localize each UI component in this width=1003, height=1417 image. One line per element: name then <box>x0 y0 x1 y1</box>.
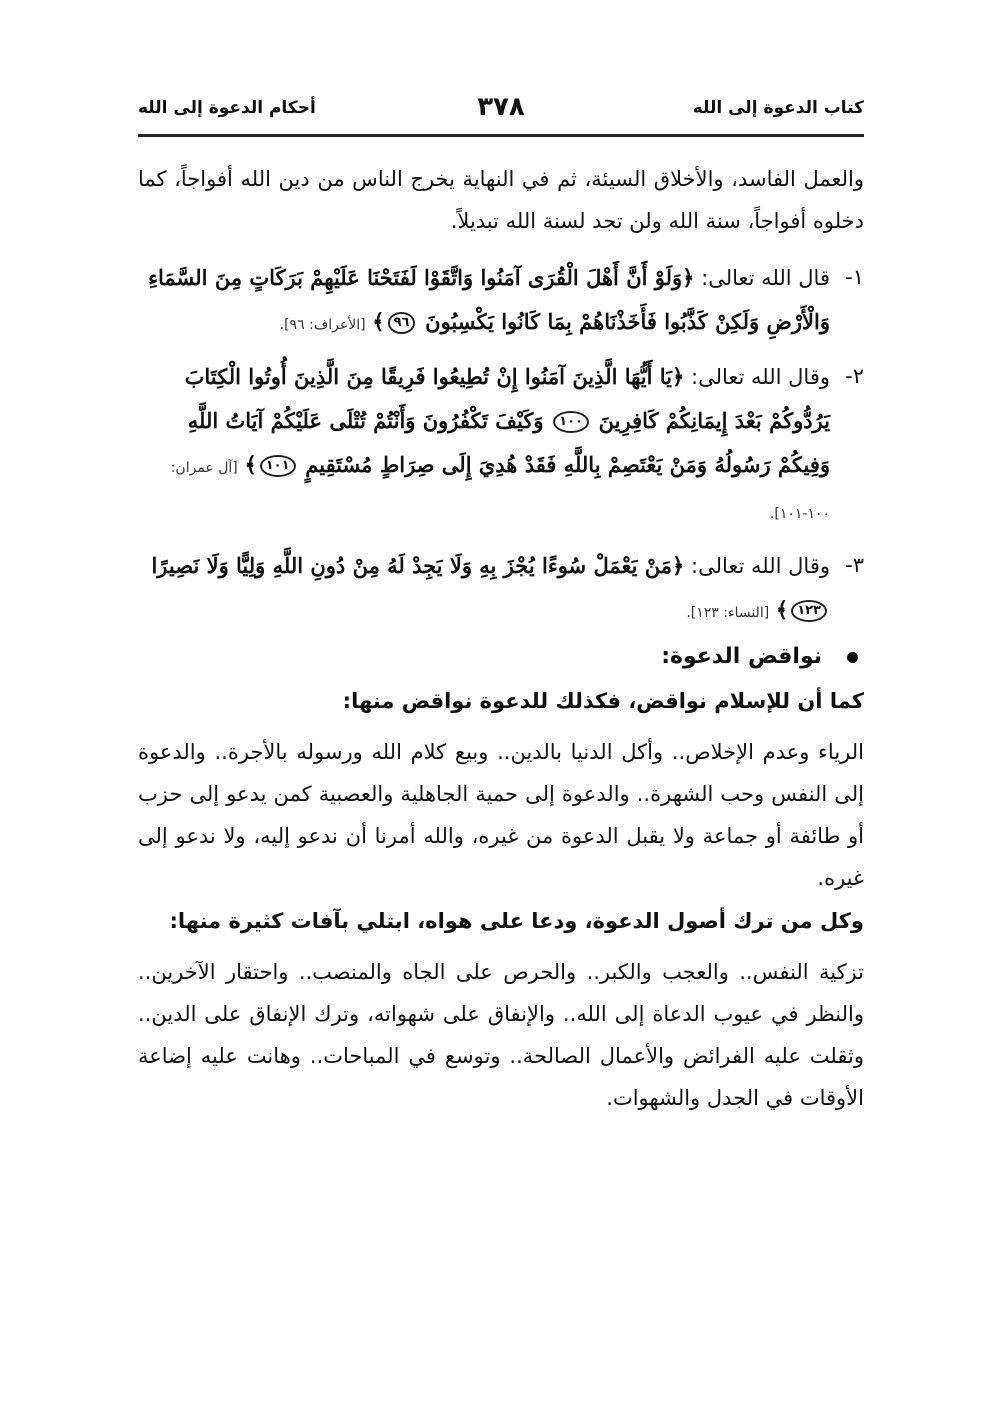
afflictions-paragraph: تزكية النفس.. والعجب والكبر.. والحرص على الجاه والمنصب.. واحتقار الآخرين.. والنظر في عيوب الدعاة إلى الله.. والإنفاق على شهواته، وترك الإنفاق على الدين.. وثقلت عليه الفرائض والأعمال الصالحة.. وتوسع في المباحات.. وهانت عليه إضاعة الأوقات في الجدل والشهوات. <box>138 960 864 1110</box>
quran-close-bracket: ﴾ <box>244 452 257 477</box>
item-number: ١- <box>845 265 864 289</box>
ayah-number-mark: ٩٦ <box>388 312 416 334</box>
section-heading-text: نواقض الدعوة: <box>661 644 822 669</box>
verse-lead: وقال الله تعالى: <box>691 554 830 578</box>
page-header <box>138 92 864 132</box>
quran-verse: ﴿وَلَوْ أَنَّ أَهْلَ الْقُرَى آمَنُوا وَاتَّقَوْا لَفَتَحْنَا عَلَيْهِمْ بَرَكَاتٍ مِنَ السَّمَاءِ وَالْأَرْضِ وَلَكِنْ كَذَّبُوا فَأَخَذْنَاهُمْ بِمَا كَانُوا يَكْسِبُونَ <box>148 265 830 334</box>
quran-close-bracket: ﴾ <box>372 309 385 334</box>
verse-lead: قال الله تعالى: <box>701 266 830 290</box>
verse-lead: وقال الله تعالى: <box>691 365 830 389</box>
quran-verse-continued: وَكَيْفَ تَكْفُرُونَ وَأَنْتُمْ تُتْلَى عَلَيْكُمْ آيَاتُ اللَّهِ وَفِيكُمْ رَسُولُهُ وَمَنْ يَعْتَصِمْ بِاللَّهِ فَقَدْ هُدِيَ إِلَى صِرَاطٍ مُسْتَقِيمٍ <box>187 408 830 477</box>
bullet-icon <box>847 652 858 663</box>
quran-verse: ﴿يَا أَيُّهَا الَّذِينَ آمَنُوا إِنْ تُطِيعُوا فَرِيقًا مِنَ الَّذِينَ أُوتُوا الْكِتَابَ يَرُدُّوكُمْ بَعْدَ إِيمَانِكُمْ كَافِرِينَ <box>184 364 830 433</box>
subheading-nullifiers: كما أن للإسلام نواقض، فكذلك للدعوة نواقض منها: <box>342 689 864 713</box>
quran-close-bracket: ﴾ <box>775 597 789 622</box>
ayah-number-mark: ١٢٣ <box>791 600 827 622</box>
verse-reference: [آل عمران: ١٠٠-١٠١]. <box>170 460 830 522</box>
intro-paragraph: والعمل الفاسد، والأخلاق السيئة، ثم في النهاية يخرج الناس من دين الله أفواجاً، كما دخلوه أفواجاً، سنة الله ولن تجد لسنة الله تبديلاً. <box>138 167 864 233</box>
page-body <box>138 158 864 1119</box>
verse-item-2 <box>138 355 864 536</box>
verse-reference: [النساء: ١٢٣]. <box>686 605 770 621</box>
ayah-number-mark: ١٠١ <box>260 455 296 477</box>
item-number: ٣- <box>845 553 864 577</box>
book-title: كتاب الدعوة إلى الله <box>692 98 864 118</box>
verse-reference: [الأعراف: ٩٦]. <box>279 317 366 333</box>
header-divider <box>138 134 864 137</box>
verse-item-3 <box>138 544 864 635</box>
chapter-title: أحكام الدعوة إلى الله <box>138 98 316 118</box>
page-number: ٣٧٨ <box>477 92 525 122</box>
quran-verse: ﴿مَنْ يَعْمَلْ سُوءًا يُجْزَ بِهِ وَلَا يَجِدْ لَهُ مِنْ دُونِ اللَّهِ وَلِيًّا وَلَا نَصِيرًا <box>151 553 685 578</box>
verse-item-1 <box>138 256 864 347</box>
ayah-number-mark: ١٠٠ <box>553 411 589 433</box>
subheading-afflictions: وكل من ترك أصول الدعوة، ودعا على هواه، ابتلي بآفات كثيرة منها: <box>169 909 864 933</box>
item-number: ٢- <box>845 364 864 388</box>
nullifiers-paragraph: الرياء وعدم الإخلاص.. وأكل الدنيا بالدين.. وبيع كلام الله ورسوله بالأجرة.. والدعوة إلى النفس وحب الشهرة.. والدعوة إلى حمية الجاهلية والعصبية كمن يدعو إلى حزب أو طائفة أو جماعة ولا يقبل الدعوة من غيره، والله أمرنا أن ندعو إليه، ولا ندعو إلى غيره. <box>138 740 864 890</box>
section-heading <box>138 635 864 679</box>
